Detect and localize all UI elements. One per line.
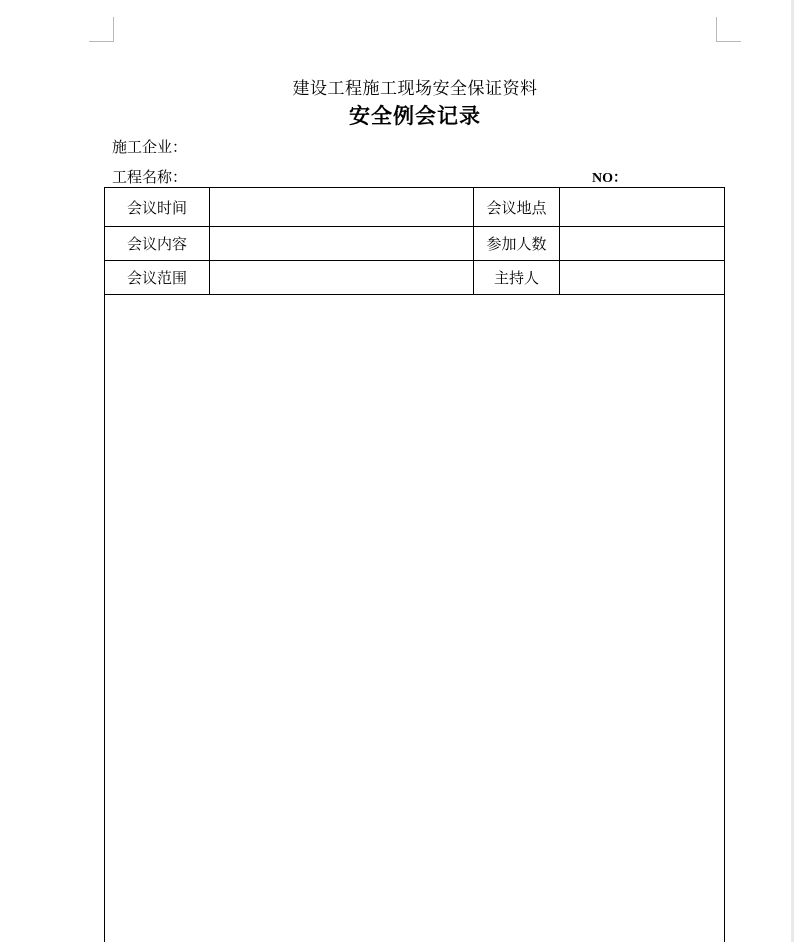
table-row	[105, 295, 725, 942]
project-label: 工程名称：	[112, 168, 188, 186]
record-number-label: NO：	[592, 171, 627, 186]
meeting-location-field[interactable]	[560, 188, 725, 227]
host-label: 主持人	[474, 261, 560, 295]
company-label: 施工企业：	[112, 138, 188, 156]
document-subtitle: 建设工程施工现场安全保证资料	[292, 79, 538, 99]
meeting-content-label: 会议内容	[105, 227, 210, 261]
meeting-scope-field[interactable]	[210, 261, 474, 295]
meeting-location-label: 会议地点	[474, 188, 560, 227]
meeting-record-table	[104, 187, 725, 942]
attendee-count-field[interactable]	[560, 227, 725, 261]
meeting-record-body[interactable]	[105, 295, 725, 942]
meeting-time-label: 会议时间	[105, 188, 210, 227]
host-field[interactable]	[560, 261, 725, 295]
crop-mark-top-right	[716, 17, 741, 42]
table-row	[105, 188, 725, 227]
document-title: 安全例会记录	[349, 104, 481, 128]
meeting-time-field[interactable]	[210, 188, 474, 227]
attendee-count-label: 参加人数	[474, 227, 560, 261]
table-row	[105, 227, 725, 261]
meeting-scope-label: 会议范围	[105, 261, 210, 295]
table-row	[105, 261, 725, 295]
meeting-content-field[interactable]	[210, 227, 474, 261]
crop-mark-top-left	[89, 17, 114, 42]
